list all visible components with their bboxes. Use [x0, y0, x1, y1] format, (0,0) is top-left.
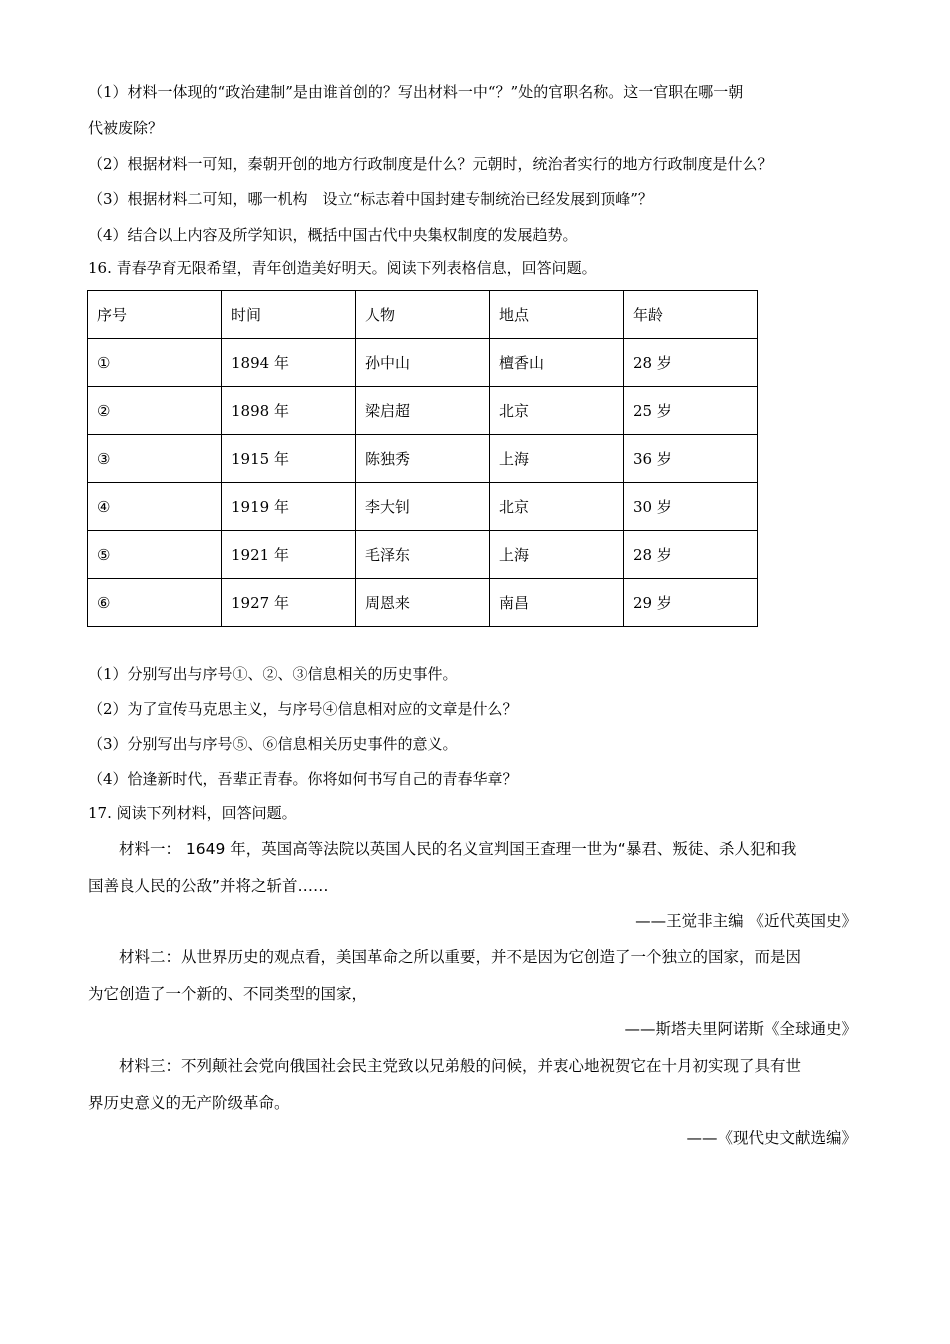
- table-row: [88, 531, 758, 579]
- table-cell: ④: [88, 483, 222, 531]
- table-cell: 梁启超: [356, 387, 490, 435]
- table-cell: ①: [88, 339, 222, 387]
- table-cell: 1927 年: [222, 579, 356, 627]
- table-cell: 1898 年: [222, 387, 356, 435]
- q17-title: 17. 阅读下列材料，回答问题。: [88, 804, 297, 822]
- material-3-line1: 材料三：不列颠社会党向俄国社会民主党致以兄弟般的问候，并衷心地祝贺它在十月初实现了具有世: [119, 1057, 802, 1075]
- q16-sub1: （1）分别写出与序号①、②、③信息相关的历史事件。: [88, 665, 458, 683]
- q15-sub4: （4）结合以上内容及所学知识，概括中国古代中央集权制度的发展趋势。: [88, 226, 578, 244]
- table-cell: 1919 年: [222, 483, 356, 531]
- material-1-source: ——王觉非主编 《近代英国史》: [635, 912, 857, 930]
- table-row: [88, 579, 758, 627]
- table-cell: ③: [88, 435, 222, 483]
- table-row: [88, 435, 758, 483]
- table-cell: 25 岁: [624, 387, 758, 435]
- q16-sub3: （3）分别写出与序号⑤、⑥信息相关历史事件的意义。: [88, 735, 458, 753]
- table-cell: 陈独秀: [356, 435, 490, 483]
- material-3-line2: 界历史意义的无产阶级革命。: [88, 1094, 290, 1112]
- q15-sub1-line2: 代被废除？: [88, 119, 164, 137]
- table-cell: 29 岁: [624, 579, 758, 627]
- table-cell: 北京: [490, 483, 624, 531]
- material-2-source: ——斯塔夫里阿诺斯《全球通史》: [624, 1020, 857, 1038]
- q16-title: 16. 青春孕育无限希望，青年创造美好明天。阅读下列表格信息，回答问题。: [88, 259, 597, 277]
- table-cell: 30 岁: [624, 483, 758, 531]
- q15-sub2: （2）根据材料一可知，秦朝开创的地方行政制度是什么？元朝时，统治者实行的地方行政制度是什么？: [88, 155, 773, 173]
- q16-sub4: （4）恰逢新时代，吾辈正青春。你将如何书写自己的青春华章？: [88, 770, 518, 788]
- table-cell: 李大钊: [356, 483, 490, 531]
- table-cell: 28 岁: [624, 531, 758, 579]
- table-cell: 1921 年: [222, 531, 356, 579]
- table-cell: 上海: [490, 435, 624, 483]
- table-cell: ⑤: [88, 531, 222, 579]
- table-header-cell: 地点: [490, 291, 624, 339]
- table-cell: 北京: [490, 387, 624, 435]
- table-cell: 孙中山: [356, 339, 490, 387]
- material-1-line2: 国善良人民的公敌”并将之斩首……: [88, 877, 329, 895]
- table-cell: 1915 年: [222, 435, 356, 483]
- q15-sub3: （3）根据材料二可知，哪一机构 设立“标志着中国封建专制统治已经发展到顶峰”？: [88, 190, 653, 208]
- table-cell: 毛泽东: [356, 531, 490, 579]
- q16-sub2: （2）为了宣传马克思主义，与序号④信息相对应的文章是什么？: [88, 700, 518, 718]
- table-header-cell: 年龄: [624, 291, 758, 339]
- table-cell: 28 岁: [624, 339, 758, 387]
- table-cell: 36 岁: [624, 435, 758, 483]
- table-cell: 上海: [490, 531, 624, 579]
- table-row: [88, 483, 758, 531]
- youth-table: [87, 290, 758, 627]
- material-3-source: ——《现代史文献选编》: [686, 1129, 857, 1147]
- material-1-line1: 材料一： 1649 年，英国高等法院以英国人民的名义宣判国王查理一世为“暴君、叛徒、杀人犯和我: [119, 840, 797, 858]
- q15-sub1-line1: （1）材料一体现的“政治建制”是由谁首创的？写出材料一中“？”处的官职名称。这一官职在哪一朝: [88, 83, 744, 101]
- table-row: [88, 387, 758, 435]
- table-cell: 1894 年: [222, 339, 356, 387]
- table-cell: ②: [88, 387, 222, 435]
- table-header-cell: 序号: [88, 291, 222, 339]
- table-header-cell: 时间: [222, 291, 356, 339]
- material-2-line2: 为它创造了一个新的、不同类型的国家，: [88, 985, 368, 1003]
- table-cell: 南昌: [490, 579, 624, 627]
- table-header-cell: 人物: [356, 291, 490, 339]
- table-cell: 周恩来: [356, 579, 490, 627]
- table-header-row: [88, 291, 758, 339]
- table-row: [88, 339, 758, 387]
- table-cell: 檀香山: [490, 339, 624, 387]
- table-cell: ⑥: [88, 579, 222, 627]
- material-2-line1: 材料二：从世界历史的观点看，美国革命之所以重要，并不是因为它创造了一个独立的国家，而是因: [119, 948, 802, 966]
